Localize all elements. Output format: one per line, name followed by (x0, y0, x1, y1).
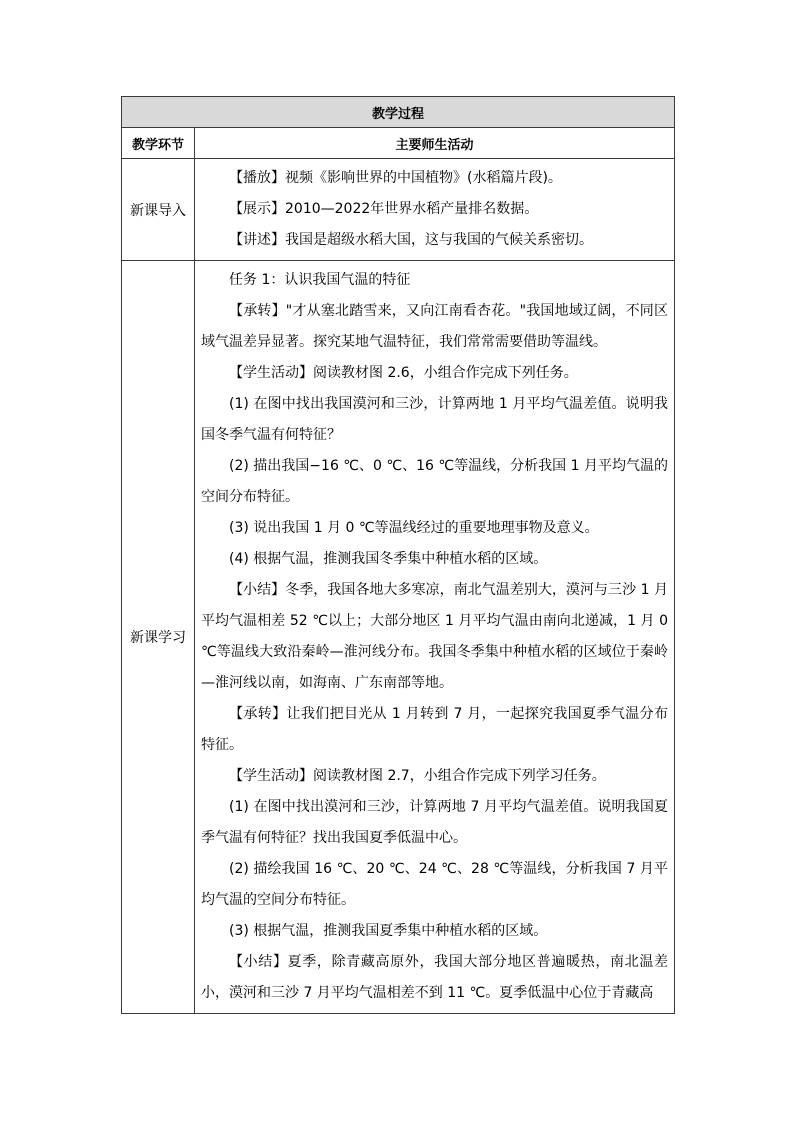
paragraph: 【播放】视频《影响世界的中国植物》(水稻篇片段)。 (229, 170, 562, 186)
teaching-process-table (121, 96, 675, 1014)
paragraph: 【学生活动】阅读教材图 2.6，小组合作完成下列任务。 (229, 365, 578, 381)
paragraph: 【小结】冬季，我国各地大多寒凉，南北气温差别大，漠河与三沙 1 月平均气温相差 52 ℃以上；大部分地区 1 月平均气温由南向北递减，1 月 0 ℃等温线大致沿秦岭—淮河线分布。我国冬季集中种植水稻的区域位于秦岭—淮河线以南，如海南、广东南部等地。 (201, 582, 669, 691)
paragraph: 【承转】让我们把目光从 1 月转到 7 月，一起探究我国夏季气温分布特征。 (201, 706, 669, 753)
stage-cell-new-lesson: 新课学习 (122, 261, 195, 1014)
header-activity: 主要师生活动 (195, 128, 675, 159)
table-title: 教学过程 (122, 97, 675, 128)
table-row-new-lesson (122, 261, 675, 1014)
stage-cell-intro: 新课导入 (122, 159, 195, 261)
paragraph: (2) 描绘我国 16 ℃、20 ℃、24 ℃、28 ℃等温线，分析我国 7 月平均气温的空间分布特征。 (201, 861, 669, 908)
paragraph: (2) 描出我国−16 ℃、0 ℃、16 ℃等温线，分析我国 1 月平均气温的空间分布特征。 (201, 458, 669, 505)
header-stage: 教学环节 (122, 128, 195, 159)
paragraph: (3) 说出我国 1 月 0 ℃等温线经过的重要地理事物及意义。 (229, 520, 599, 536)
paragraph: 【讲述】我国是超级水稻大国，这与我国的气候关系密切。 (229, 232, 593, 248)
paragraph: 【承转】"才从塞北踏雪来，又向江南看杏花。"我国地域辽阔，不同区域气温差异显著。探究某地气温特征，我们常常需要借助等温线。 (201, 303, 669, 350)
activity-cell-new-lesson (195, 261, 675, 1014)
activity-cell-intro (195, 159, 675, 261)
paragraph: (4) 根据气温，推测我国冬季集中种植水稻的区域。 (229, 551, 548, 567)
paragraph: 【学生活动】阅读教材图 2.7，小组合作完成下列学习任务。 (229, 768, 606, 784)
table-row-intro (122, 159, 675, 261)
paragraph: (1) 在图中找出我国漠河和三沙，计算两地 1 月平均气温差值。说明我国冬季气温有何特征？ (201, 396, 669, 443)
task-heading: 任务 1：认识我国气温的特征 (229, 272, 411, 288)
paragraph: 【展示】2010—2022年世界水稻产量排名数据。 (229, 201, 539, 217)
paragraph: 【小结】夏季，除青藏高原外，我国大部分地区普遍暖热，南北温差小，漠河和三沙 7 月平均气温相差不到 11 ℃。夏季低温中心位于青藏高 (201, 954, 669, 1001)
paragraph: (1) 在图中找出漠河和三沙，计算两地 7 月平均气温差值。说明我国夏季气温有何特征？找出我国夏季低温中心。 (201, 799, 669, 846)
paragraph: (3) 根据气温，推测我国夏季集中种植水稻的区域。 (229, 923, 548, 939)
